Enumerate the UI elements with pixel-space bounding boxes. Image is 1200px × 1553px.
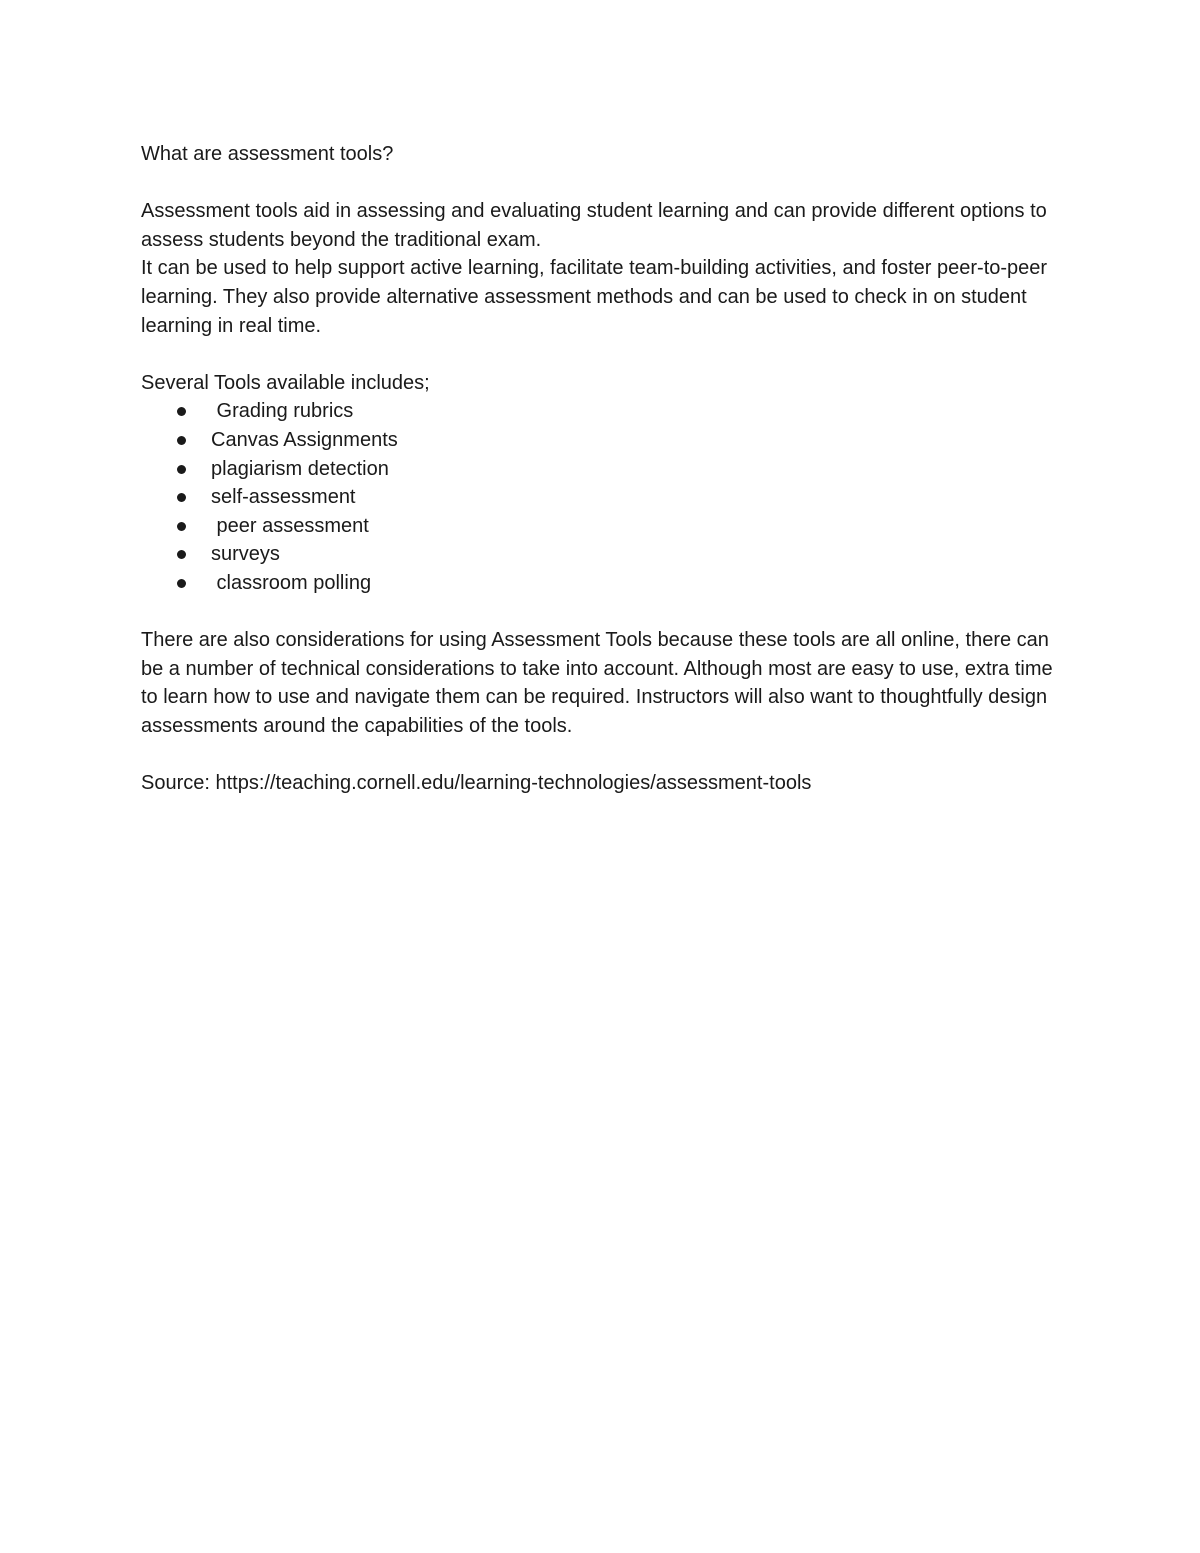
bullet-icon bbox=[177, 493, 186, 502]
list-item-label: Grading rubrics bbox=[211, 400, 354, 423]
list-item-label: classroom polling bbox=[211, 571, 372, 594]
list-item bbox=[141, 483, 1066, 512]
list-item bbox=[141, 540, 1066, 569]
tools-list bbox=[141, 397, 1066, 597]
bullet-icon bbox=[177, 436, 186, 445]
spacer bbox=[141, 598, 1066, 627]
spacer bbox=[141, 340, 1066, 369]
spacer bbox=[141, 740, 1066, 769]
spacer bbox=[141, 169, 1066, 198]
support-paragraph: It can be used to help support active learning, facilitate team-building activities, and foster peer-to-peer learning. They also provide alternative assessment methods and can be used to check in on student learning in real time. bbox=[141, 257, 1053, 337]
source-citation: Source: https://teaching.cornell.edu/learning-technologies/assessment-tools bbox=[141, 772, 812, 795]
list-item-label: Canvas Assignments bbox=[211, 428, 398, 451]
intro-paragraph: Assessment tools aid in assessing and evaluating student learning and can provide different options to assess students beyond the traditional exam. bbox=[141, 200, 1053, 251]
list-item bbox=[141, 512, 1066, 541]
tools-intro: Several Tools available includes; bbox=[141, 371, 430, 394]
considerations-paragraph: There are also considerations for using Assessment Tools because these tools are all online, there can be a number of technical considerations to take into account. Although most are easy to use, extra time to learn how to use and navigate them can be required. Instructors will also want to thoughtfully design assessments around the capabilities of the tools. bbox=[141, 629, 1059, 737]
document-heading: What are assessment tools? bbox=[141, 143, 394, 165]
bullet-icon bbox=[177, 522, 186, 531]
list-item-label: surveys bbox=[211, 543, 280, 566]
bullet-icon bbox=[177, 579, 186, 588]
list-item-label: peer assessment bbox=[211, 514, 369, 537]
list-item-label: self-assessment bbox=[211, 486, 356, 509]
list-item bbox=[141, 569, 1066, 598]
document-body bbox=[141, 140, 1066, 798]
list-item bbox=[141, 455, 1066, 484]
list-item bbox=[141, 397, 1066, 426]
bullet-icon bbox=[177, 550, 186, 559]
list-item-label: plagiarism detection bbox=[211, 457, 389, 480]
bullet-icon bbox=[177, 407, 186, 416]
list-item bbox=[141, 426, 1066, 455]
bullet-icon bbox=[177, 465, 186, 474]
